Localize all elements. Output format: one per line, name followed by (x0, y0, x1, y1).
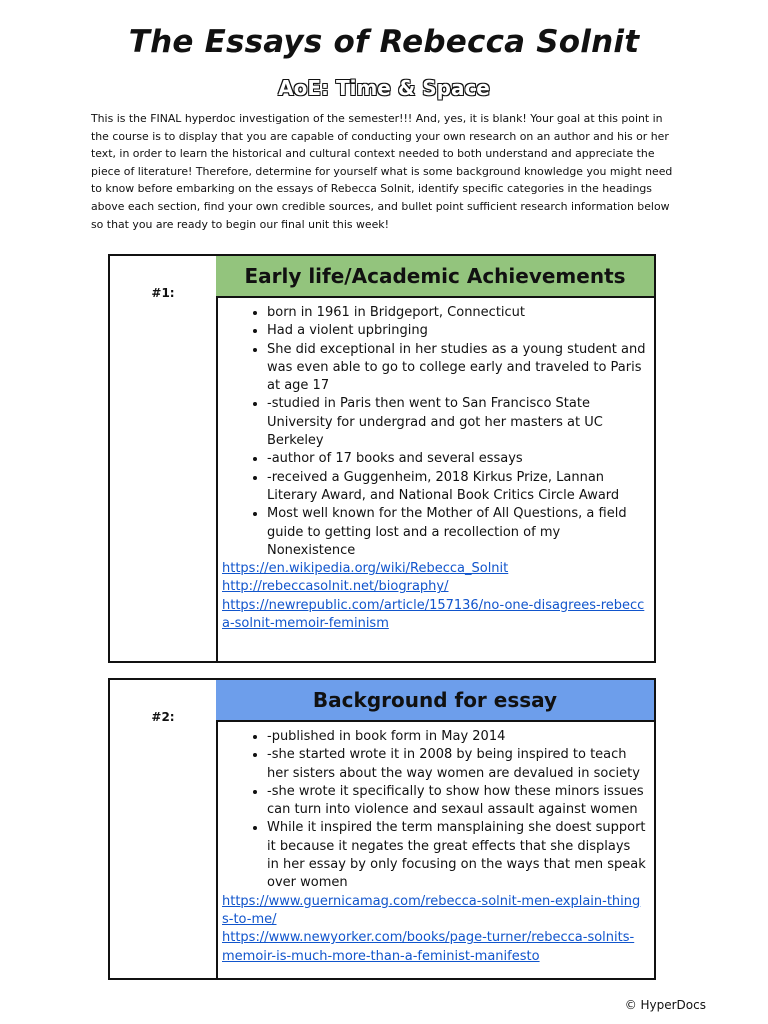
section-2 (108, 678, 656, 980)
bullet-list (222, 728, 646, 893)
source-link[interactable]: https://www.newyorker.com/books/page-turner/rebecca-solnits-memoir-is-much-more-than-a-feminist-manifesto (222, 930, 635, 964)
bullet-item: • -she wrote it specifically to show how these minors issues can turn into violence and sexaul assault against women (267, 783, 646, 820)
bullet-item: • -published in book form in May 2014 (267, 728, 646, 746)
section-number: #1: (151, 286, 175, 300)
bullet-item: • born in 1961 in Bridgeport, Connecticut (267, 304, 646, 322)
section-number-cell (110, 680, 218, 978)
bullet-item: • -she started wrote it in 2008 by being inspired to teach her sisters about the way women are devalued in society (267, 746, 646, 783)
bullet-item: • She did exceptional in her studies as a young student and was even able to go to college early and traveled to Paris at age 17 (267, 341, 646, 396)
section-content (222, 304, 646, 633)
bullet-item: • Most well known for the Mother of All Questions, a field guide to getting lost and a recollection of my Nonexistence (267, 505, 646, 560)
section-1 (108, 254, 656, 663)
page-title: The Essays of Rebecca Solnit (128, 24, 640, 60)
bullet-item: • While it inspired the term mansplaining she doest support it because it negates the great effects that she displays in her essay by only focusing on the ways that men speak over women (267, 819, 646, 892)
section-heading: Background for essay (216, 680, 654, 722)
bullet-item: • Had a violent upbringing (267, 322, 646, 340)
hyperdocs-footer: © HyperDocs (624, 998, 706, 1012)
section-content (222, 728, 646, 966)
section-number: #2: (151, 710, 175, 724)
bullet-list (222, 304, 646, 560)
page-subtitle: AoE: Time & Space (278, 76, 490, 100)
bullet-item: • -studied in Paris then went to San Francisco State University for undergrad and got her masters at UC Berkeley (267, 395, 646, 450)
section-number-cell (110, 256, 218, 661)
source-link[interactable]: https://newrepublic.com/article/157136/no-one-disagrees-rebecca-solnit-memoir-feminism (222, 597, 645, 632)
bullet-item: • -author of 17 books and several essays (267, 450, 646, 468)
source-link[interactable]: https://www.guernicamag.com/rebecca-solnit-men-explain-things-to-me/ (222, 893, 641, 927)
section-heading: Early life/Academic Achievements (216, 256, 654, 298)
source-link[interactable]: http://rebeccasolnit.net/biography/ (222, 579, 449, 595)
source-link[interactable]: https://en.wikipedia.org/wiki/Rebecca_Solnit (222, 561, 509, 577)
bullet-item: • -received a Guggenheim, 2018 Kirkus Prize, Lannan Literary Award, and National Book Critics Circle Award (267, 469, 646, 506)
intro-paragraph: This is the FINAL hyperdoc investigation of the semester!!! And, yes, it is blank! Your goal at this point in the course is to display that you are capable of conducting your own research on an author and his or her text, in order to learn the historical and cultural context needed to both understand and appreciate the piece of literature! Therefore, determine for yourself what is some background knowledge you might need to know before embarking on the essays of Rebecca Solnit, identify specific categories in the headings above each section, find your own credible sources, and bullet point sufficient research information below so that you are ready to begin our final unit this week! (91, 112, 673, 231)
